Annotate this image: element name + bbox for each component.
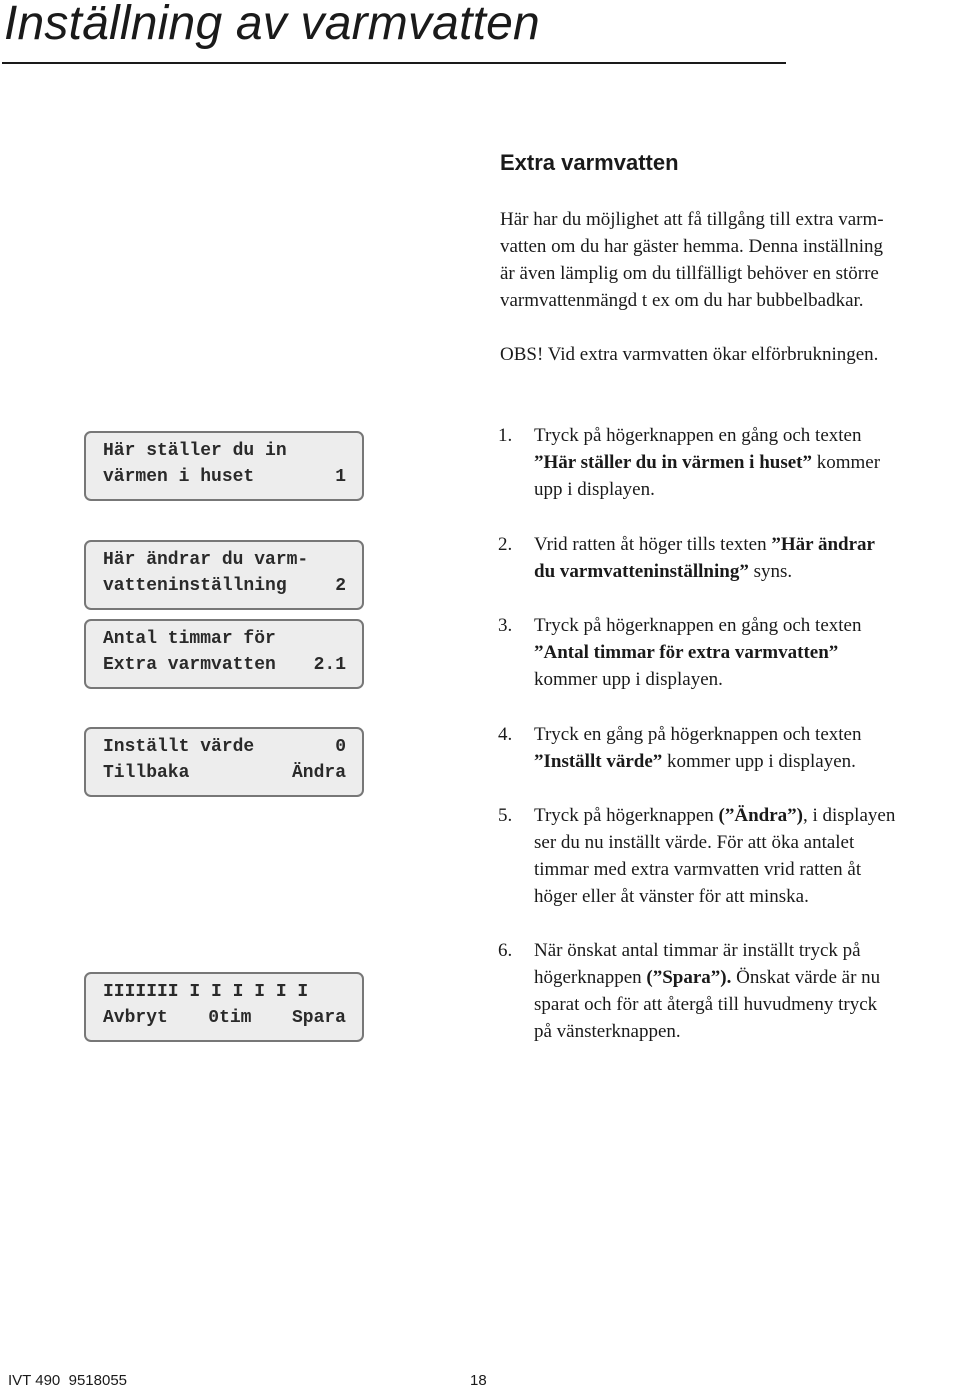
step-line — [534, 748, 960, 775]
step-line — [534, 964, 960, 991]
step-emphasis: ”Inställt värde” — [534, 751, 663, 772]
step-line — [534, 531, 960, 558]
display-line — [103, 979, 362, 1005]
section-heading: Extra varmvatten — [500, 150, 679, 175]
step-line: kommer upp i displayen. — [534, 669, 723, 690]
step-emphasis: du varmvatteninställning” — [534, 561, 749, 582]
display-text: Inställt värde — [103, 737, 255, 757]
footer-model: IVT 490 — [8, 1372, 61, 1389]
step-line: höger eller åt vänster för att minska. — [534, 886, 809, 907]
step-number: 2. — [498, 534, 513, 555]
display-softkey-right: Ändra — [291, 763, 346, 783]
step-line: Tryck på högerknappen en gång och texten — [534, 615, 862, 636]
step-emphasis: (”Ändra”) — [718, 805, 803, 826]
step-line — [534, 449, 960, 476]
display-line — [103, 464, 362, 490]
display-line — [103, 1005, 362, 1031]
page-title: Inställning av varmvatten — [4, 0, 540, 50]
display-text: Antal timmar för — [103, 629, 276, 649]
intro-line: Här har du möjlighet att få tillgång till extra varm- — [500, 209, 884, 230]
step-line: timmar med extra varmvatten vrid ratten åt — [534, 859, 862, 880]
step-line: ser du nu inställt värde. För att öka antalet — [534, 832, 855, 853]
intro-paragraph — [500, 206, 958, 314]
step-emphasis: (”Spara”). — [646, 967, 732, 988]
display-line — [103, 626, 362, 652]
display-hours-bar: IIIIIII I I I I I I — [103, 982, 309, 1002]
display-line — [103, 760, 362, 786]
step-line: Tryck på högerknappen en gång och texten — [534, 425, 862, 446]
step-text — [534, 612, 960, 693]
step-number: 1. — [498, 425, 513, 446]
intro-line: varmvattenmängd t ex om du har bubbelbadkar. — [500, 290, 864, 311]
step-emphasis: ”Antal timmar för extra varmvatten” — [534, 642, 839, 663]
display-text: värmen i huset — [103, 467, 255, 487]
display-line — [103, 734, 362, 760]
intro-line: vatten om du har gäster hemma. Denna inställning — [500, 236, 884, 257]
step-number: 6. — [498, 940, 513, 961]
step-line: När önskat antal timmar är inställt tryck på — [534, 940, 861, 961]
step-line-rest: , i displayen — [802, 805, 896, 826]
step-text — [534, 937, 960, 1045]
step-line-rest: syns. — [748, 561, 793, 582]
step-text — [534, 802, 960, 910]
step-number: 5. — [498, 805, 513, 826]
step-number: 4. — [498, 724, 513, 745]
display-line — [103, 573, 362, 599]
footer-doc-id — [8, 1371, 127, 1391]
display-line — [103, 438, 362, 464]
display-adjust-hours — [84, 972, 364, 1042]
step-emphasis: ”Här ändrar — [771, 534, 875, 555]
step-line-rest: Önskat värde är nu — [731, 967, 881, 988]
step-text — [534, 721, 960, 775]
step-line-pre: högerknappen — [534, 967, 647, 988]
step-line: på vänsterknappen. — [534, 1021, 681, 1042]
display-value: 1 — [335, 467, 346, 487]
step-line-pre: Tryck på högerknappen — [534, 805, 719, 826]
footer-docnum: 9518055 — [68, 1372, 128, 1389]
display-line — [103, 652, 362, 678]
step-line — [534, 802, 960, 829]
step-line: sparat och för att återgå till huvudmeny tryck — [534, 994, 878, 1015]
intro-line: är även lämplig om du tillfälligt behöver en större — [500, 263, 879, 284]
step-line — [534, 558, 960, 585]
step-line: Tryck en gång på högerknappen och texten — [534, 724, 862, 745]
display-softkey-left: Tillbaka — [103, 763, 190, 783]
step-text — [534, 531, 960, 585]
step-number: 3. — [498, 615, 513, 636]
display-text: Här ändrar du varm- — [103, 550, 309, 570]
display-value: 2 — [335, 576, 346, 596]
display-softkey-right: Spara — [291, 1008, 346, 1028]
display-text: Här ställer du in — [103, 441, 287, 461]
step-line — [534, 639, 960, 666]
display-softkey-left: Avbryt — [103, 1008, 168, 1028]
display-text: Extra varmvatten — [103, 655, 276, 675]
title-rule — [2, 62, 786, 64]
display-value: 0 — [335, 737, 346, 757]
step-line-rest: kommer upp i displayen. — [662, 751, 856, 772]
step-line-pre: Vrid ratten åt höger tills texten — [534, 534, 772, 555]
display-value: 0tim — [208, 1008, 252, 1028]
display-value: 2.1 — [313, 655, 346, 675]
step-line: upp i displayen. — [534, 479, 655, 500]
step-line-rest: kommer — [811, 452, 881, 473]
display-line — [103, 547, 362, 573]
note-paragraph: OBS! Vid extra varmvatten ökar elförbrukningen. — [500, 344, 879, 365]
display-menu-2-1 — [84, 619, 364, 689]
step-text — [534, 422, 960, 503]
display-menu-2 — [84, 540, 364, 610]
step-emphasis: ”Här ställer du in värmen i huset” — [534, 452, 812, 473]
page-number: 18 — [470, 1372, 487, 1389]
display-text: vatteninställning — [103, 576, 287, 596]
display-menu-1 — [84, 431, 364, 501]
display-set-value — [84, 727, 364, 797]
